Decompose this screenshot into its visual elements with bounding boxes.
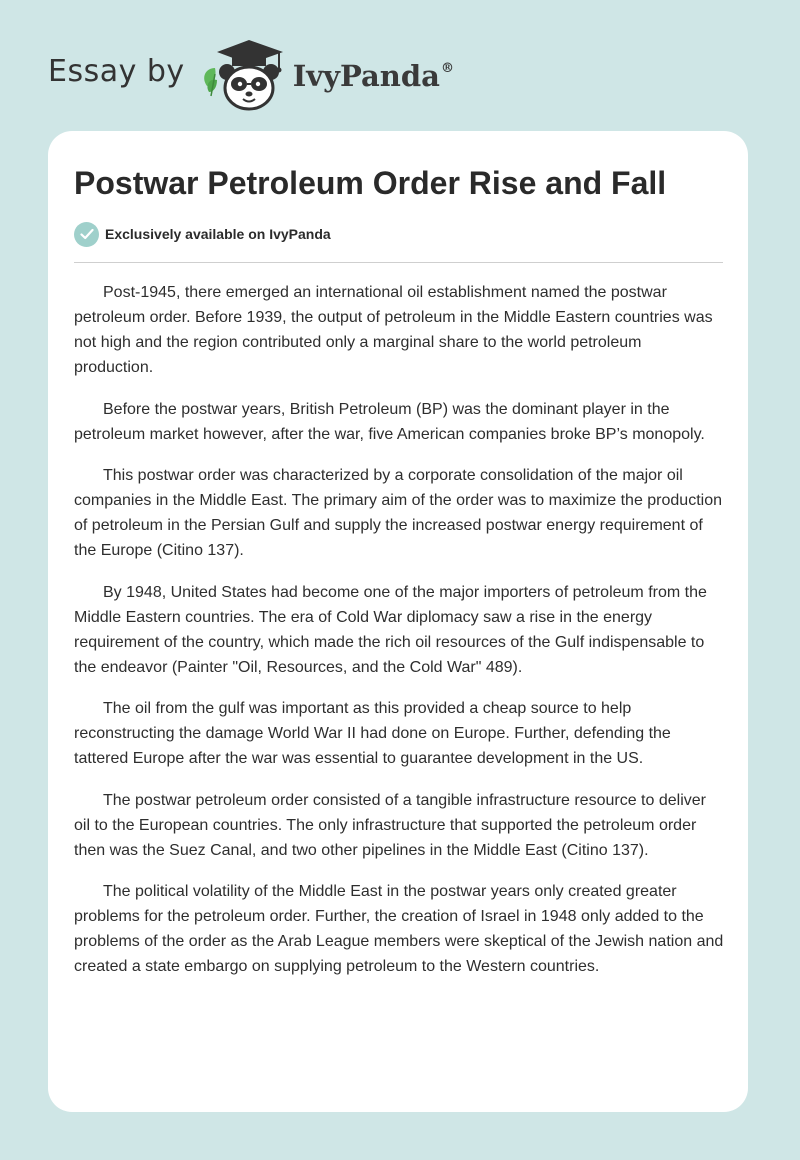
page-title: Postwar Petroleum Order Rise and Fall	[74, 165, 667, 201]
registered-mark: ®	[440, 61, 454, 76]
exclusive-label: Exclusively available on IvyPanda	[105, 226, 331, 242]
check-circle-icon	[74, 222, 99, 247]
paragraph: The postwar petroleum order consisted of a tangible infrastructure resource to deliver oil to the European countries. The only infrastructure that supported the petroleum order then was the Suez Canal, and two other pipelines in the Middle East (Citino 137).	[74, 791, 706, 859]
exclusive-badge	[74, 221, 331, 247]
paragraph: By 1948, United States had become one of the major importers of petroleum from the Middle Eastern countries. The era of Cold War diplomacy saw a rise in the energy requirement of the country, which made the rich oil resources of the Gulf indispensable to the endeavor (Painter "Oil, Resources, and the Cold War" 489).	[74, 583, 707, 676]
paragraph: The oil from the gulf was important as this provided a cheap source to help reconstructing the damage World War II had done on Europe. Further, defending the tattered Europe after the war was essential to guarantee development in the US.	[74, 700, 671, 767]
essay-body	[74, 280, 724, 996]
site-header	[48, 34, 454, 114]
brand-name[interactable]: IvyPanda®	[292, 59, 454, 93]
panda-graduate-logo-icon[interactable]	[199, 34, 291, 114]
paragraph: Before the postwar years, British Petroleum (BP) was the dominant player in the petroleum market however, after the war, five American companies broke BP’s monopoly.	[74, 400, 705, 443]
article-card	[48, 131, 748, 1112]
paragraph: This postwar order was characterized by a corporate consolidation of the major oil companies in the Middle East. The primary aim of the order was to maximize the production of petroleum in the Persian Gulf and supply the increased postwar energy requirement of the Europe (Citino 137).	[74, 467, 722, 559]
paragraph: Post-1945, there emerged an international oil establishment named the postwar petroleum order. Before 1939, the output of petroleum in the Middle Eastern countries was not high and the region contributed only a marginal share to the world petroleum production.	[74, 284, 713, 376]
paragraph: The political volatility of the Middle East in the postwar years only created greater problems for the petroleum order. Further, the creation of Israel in 1948 only added to the problems of the order as the Arab League members were skeptical of the Jewish nation and created a state embargo on supplying petroleum to the Western countries.	[74, 883, 724, 975]
essay-by-label: Essay by	[48, 53, 185, 89]
divider	[74, 262, 723, 263]
